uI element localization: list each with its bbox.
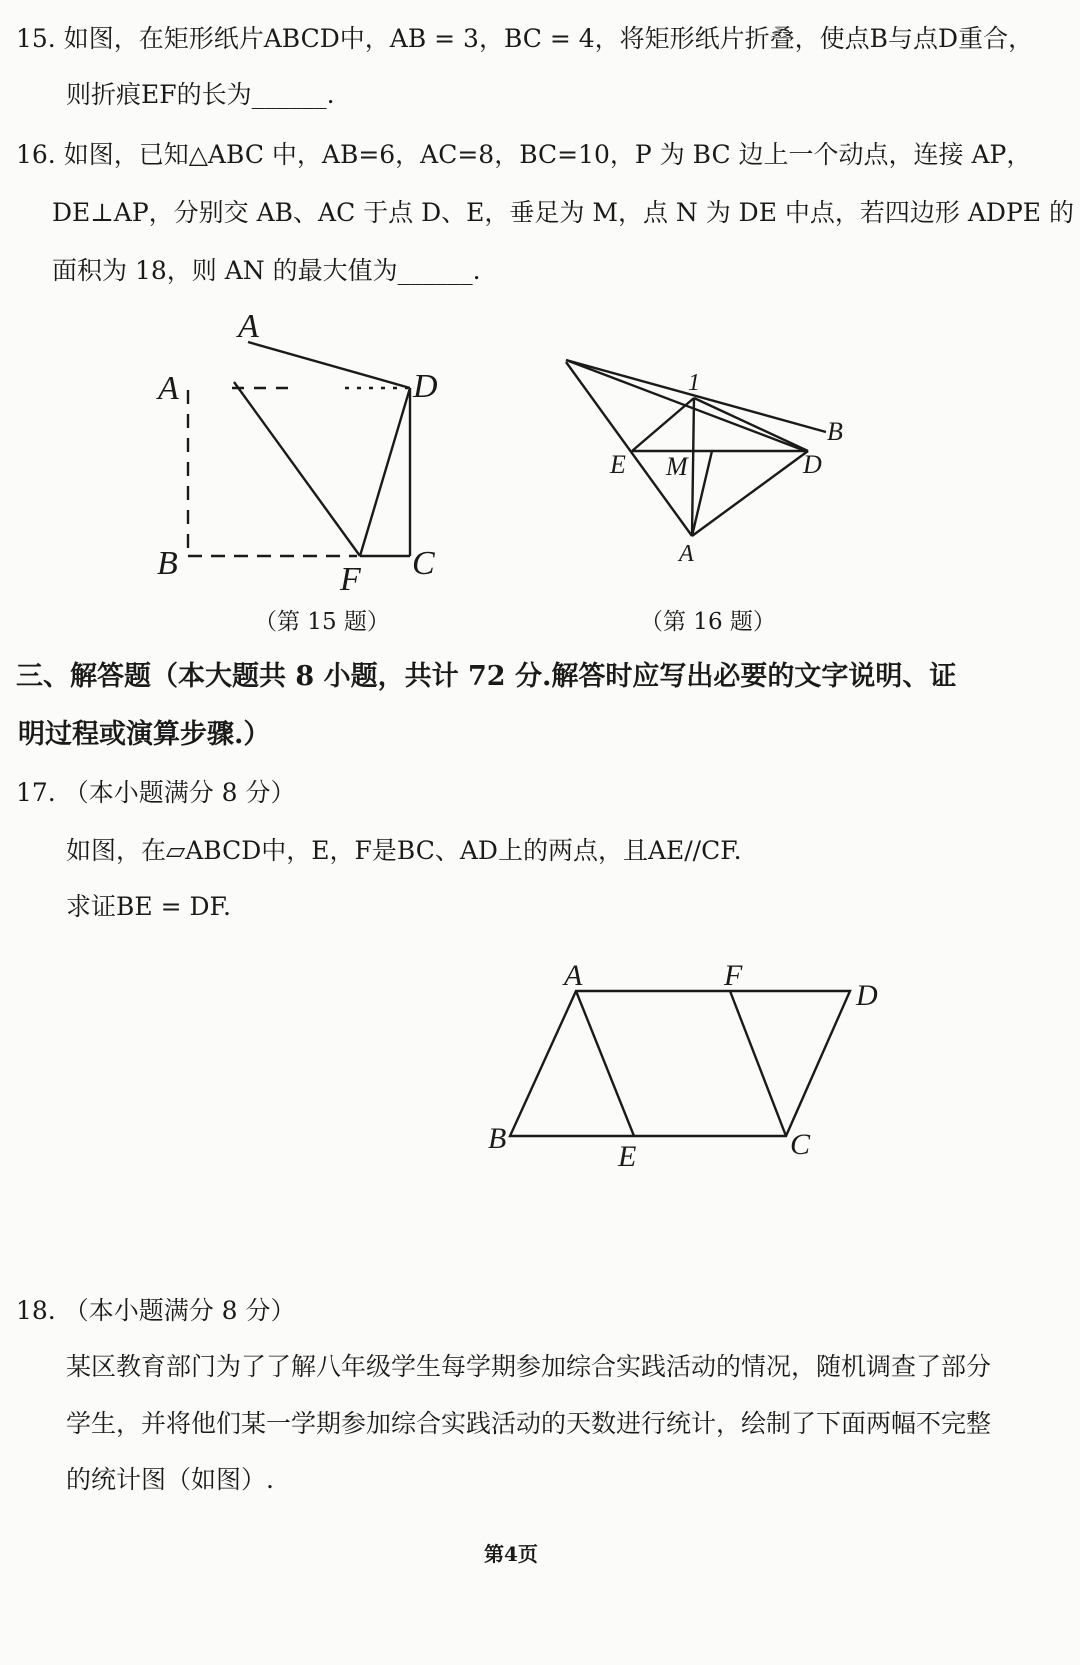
fig17-label-A: A <box>564 959 583 992</box>
q18-line1: 某区教育部门为了了解八年级学生每学期参加综合实践活动的情况，随机调查了部分 <box>66 1352 992 1381</box>
fig16-label-D: D <box>803 450 822 479</box>
fig17-parallelogram <box>510 991 850 1136</box>
q16-line1: 16. 如图，已知△ABC 中，AB=6，AC=8，BC=10，P 为 BC 边上一个动点，连接 AP， <box>16 140 1032 169</box>
q17-line2: 求证BE = DF. <box>66 892 231 921</box>
fig17-label-F: F <box>724 959 743 992</box>
fig15-label-A-top: A <box>238 308 259 345</box>
section3-heading-line1: 三、解答题（本大题共 8 小题，共计 72 分.解答时应写出必要的文字说明、证 <box>16 661 957 692</box>
fig17-label-D: D <box>856 979 878 1012</box>
fig16-label-E: E <box>610 450 626 479</box>
q15-line2: 则折痕EF的长为______. <box>66 80 335 109</box>
fig17-label-B: B <box>488 1122 507 1155</box>
fig15-label-A-left: A <box>158 370 179 407</box>
section3-heading-line2: 明过程或演算步骤.） <box>18 719 271 750</box>
fig15-label-B: B <box>157 545 178 582</box>
fig15-label-C: C <box>412 545 435 582</box>
fig17-line-AE <box>576 991 634 1136</box>
fig15-label-F: F <box>340 561 361 598</box>
q17-header: 17. （本小题满分 8 分） <box>16 778 296 807</box>
q15-line1: 15. 如图，在矩形纸片ABCD中，AB = 3，BC = 4，将矩形纸片折叠，使点B与点D重合， <box>16 24 1034 53</box>
fig16-label-P: 1 <box>688 370 700 396</box>
page-number: 第4页 <box>484 1542 538 1566</box>
fig16-label-B: B <box>827 417 843 446</box>
fig17-label-E: E <box>618 1140 637 1173</box>
fig15-label-D: D <box>413 368 438 405</box>
fig17-line-FC <box>730 991 786 1136</box>
q17-line1: 如图，在▱ABCD中，E，F是BC、AD上的两点，且AE//CF. <box>66 836 742 865</box>
fig15-caption: （第 15 题） <box>254 609 390 635</box>
q18-line3: 的统计图（如图）. <box>66 1465 274 1494</box>
fig16-label-M: M <box>666 452 688 481</box>
fig17-label-C: C <box>790 1128 811 1161</box>
q18-header: 18. （本小题满分 8 分） <box>16 1296 296 1325</box>
fig16-label-A: A <box>679 541 694 567</box>
q18-line2: 学生，并将他们某一学期参加综合实践活动的天数进行统计，绘制了下面两幅不完整 <box>66 1409 992 1438</box>
fig16-caption: （第 16 题） <box>640 609 776 635</box>
q16-line3: 面积为 18，则 AN 的最大值为______. <box>52 256 481 285</box>
q16-line2: DE⊥AP，分别交 AB、AC 于点 D、E，垂足为 M，点 N 为 DE 中点，若四边形 ADPE 的 <box>52 198 1074 227</box>
